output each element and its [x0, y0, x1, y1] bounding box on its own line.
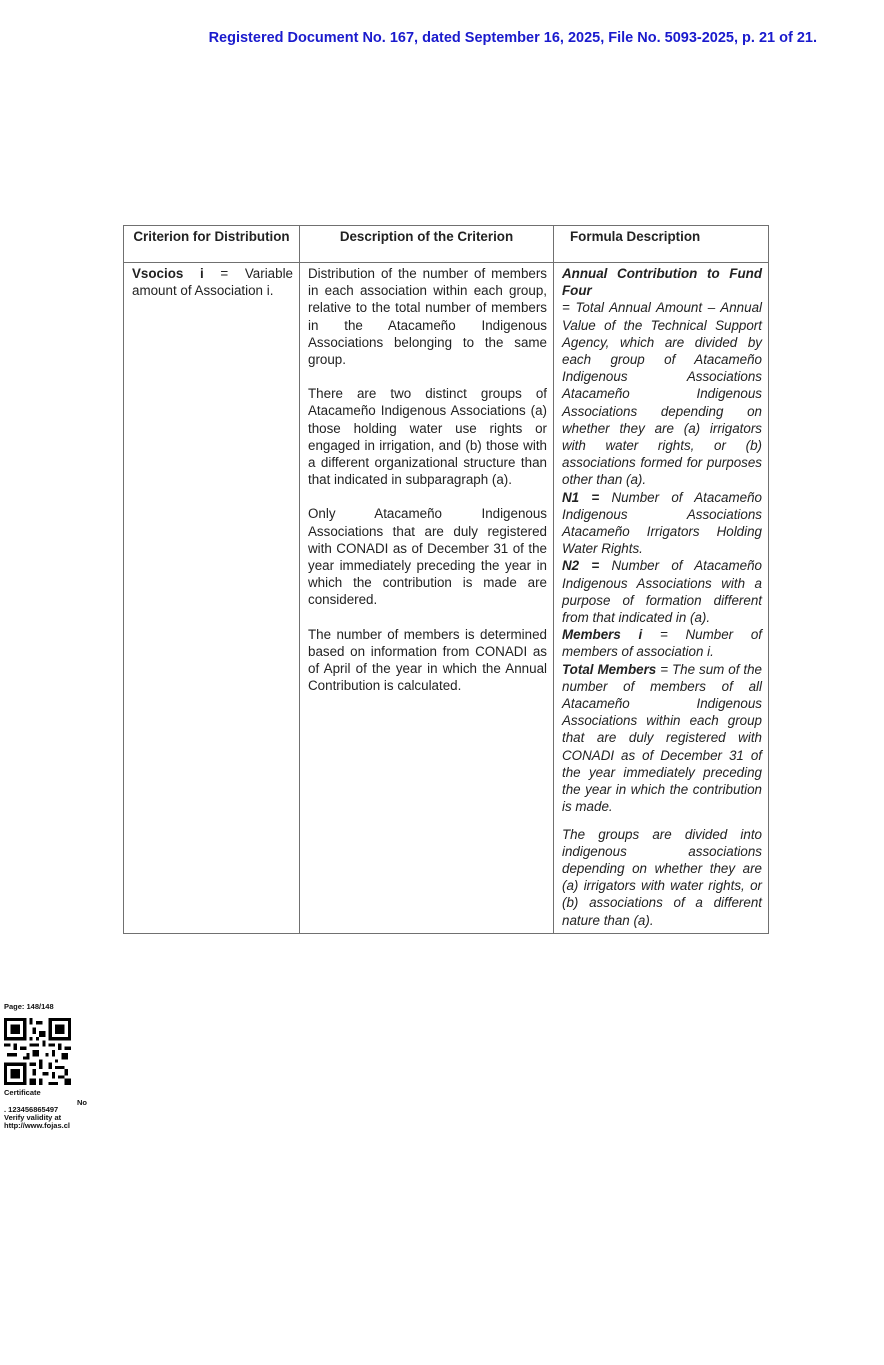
column-header-formula: Formula Description — [554, 226, 769, 263]
formula-title: Annual Contribution to Fund Four — [562, 266, 762, 299]
description-paragraph: The number of members is determined based on information from CONADI as of April of the year in which the Annual Contribution is calculated. — [308, 626, 547, 694]
formula-n1-term: N1 = — [562, 489, 600, 505]
formula-n2-definition: Number of Atacameño Indigenous Associations with a purpose of formation different from that indicated in (a). — [562, 558, 762, 626]
stamp-page-count: Page: 148/148 — [4, 1002, 54, 1011]
stamp-certificate-number: . 123456865497 — [4, 1104, 59, 1114]
formula-n1-definition: Number of Atacameño Indigenous Associations Atacameño Irrigators Holding Water Rights. — [562, 489, 762, 557]
formula-total-term: Total Members — [562, 661, 657, 677]
column-header-description: Description of the Criterion — [300, 226, 554, 263]
column-header-criterion: Criterion for Distribution — [124, 226, 300, 263]
formula-n1-block — [562, 489, 762, 558]
formula-title-block — [562, 265, 762, 489]
formula-members-block — [562, 626, 762, 660]
table-header-row — [124, 226, 769, 263]
formula-total-definition: = The sum of the number of members of all Atacameño Indigenous Associations within each group that are duly registered with CONADI as of December 31 of the year immediately preceding the year in which the contribution is made. — [562, 661, 762, 815]
criterion-term: Vsocios i — [132, 266, 204, 281]
formula-total-block — [562, 661, 762, 816]
distribution-criteria-table — [123, 225, 769, 934]
formula-n2-term: N2 = — [562, 558, 600, 574]
stamp-verify-label: Verify validity at — [4, 1112, 62, 1122]
description-paragraph: Distribution of the number of members in each association within each group, relative to the total number of members in the Atacameño Indigenous Associations belonging to the same group. — [308, 266, 547, 368]
table-row — [124, 263, 769, 934]
formula-groups-note: The groups are divided into indigenous associations depending on whether they are (a) irrigators with water rights, or (b) associations of a different nature than (a). — [562, 826, 762, 928]
formula-members-term: Members i — [562, 627, 643, 643]
document-registration-header: Registered Document No. 167, dated September 16, 2025, File No. 5093-2025, p. 21 of 21. — [208, 30, 817, 46]
criterion-definition: = Variable amount of Association i. — [132, 266, 293, 299]
stamp-url: http://www.fojas.cl — [4, 1121, 70, 1131]
description-cell — [300, 263, 554, 934]
verification-stamp — [4, 1003, 104, 1130]
formula-n2-block — [562, 557, 762, 626]
formula-title-definition: = Total Annual Amount – Annual Value of the Technical Support Agency, which are divided by each group of Atacameño Indigenous Associations Atacameño Indigenous Associations depending on whether they are (a) irrigators with water rights, or (b) associations formed for purposes other than (a). — [562, 300, 762, 488]
criterion-cell — [124, 263, 300, 934]
description-paragraph: Only Atacameño Indigenous Associations that are duly registered with CONADI as of December 31 of the year immediately preceding the year in which the contribution is made are considered. — [308, 506, 547, 608]
qr-code-icon — [4, 1018, 71, 1085]
stamp-certificate-label: Certificate — [4, 1088, 41, 1098]
stamp-no-label: No — [77, 1098, 87, 1107]
description-paragraph: There are two distinct groups of Atacameño Indigenous Associations (a) those holding water use rights or engaged in irrigation, and (b) those with a different organizational structure than that indicated in subparagraph (a). — [308, 386, 547, 488]
formula-members-definition: = Number of members of association i. — [562, 627, 762, 660]
formula-cell — [554, 263, 769, 934]
